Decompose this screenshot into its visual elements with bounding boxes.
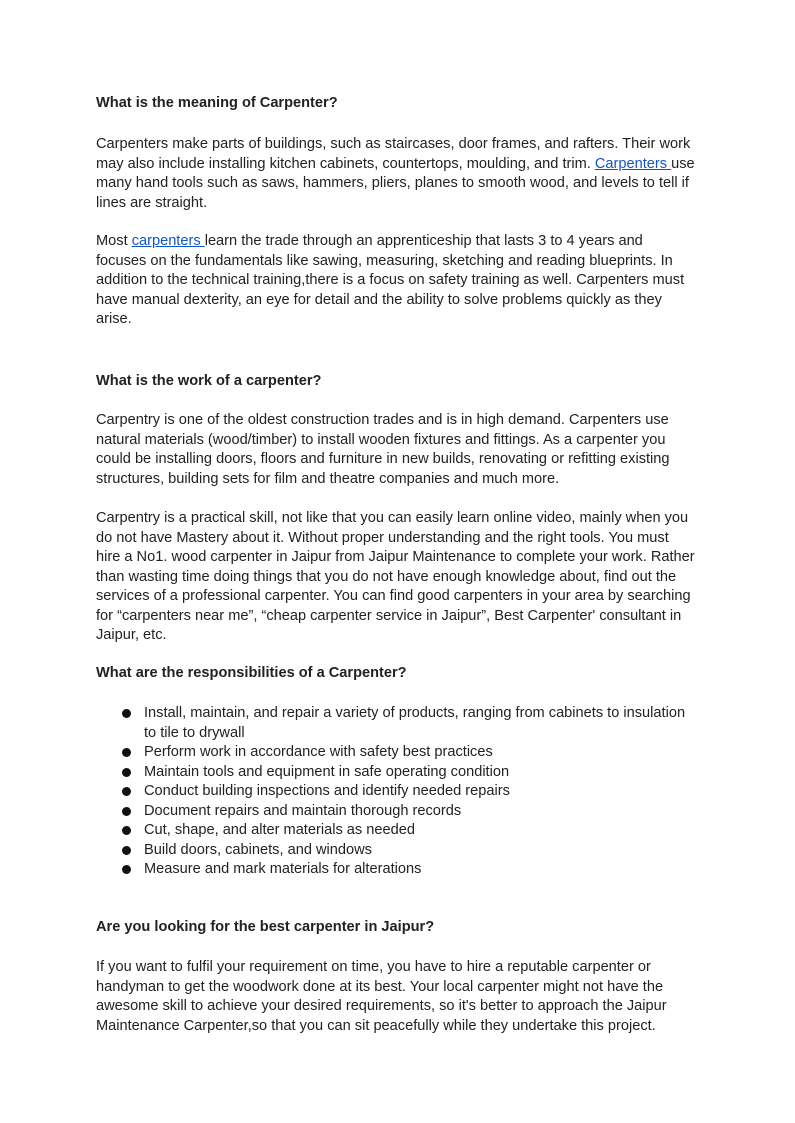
text-line: Conduct building inspections and identify needed repairs (144, 783, 510, 799)
text-line: lines are straight. (96, 194, 208, 211)
bullet-icon (122, 846, 131, 855)
text-line: Maintenance Carpenter,so that you can sit peacefully while they undertake this project. (96, 1017, 656, 1034)
text-line: Jaipur, etc. (96, 627, 167, 643)
text-line: to tile to drywall (144, 724, 245, 741)
text-line: Cut, shape, and alter materials as needed (144, 822, 415, 838)
bullet-icon (122, 787, 131, 796)
text-line: handyman to get the woodwork done at its best. Your local carpenter might not have the (96, 978, 664, 995)
text-line: Install, maintain, and repair a variety of products, ranging from cabinets to insulation (144, 705, 686, 721)
text-line: awesome skill to achieve your desired requirements, so it's better to approach the Jaipur (96, 998, 667, 1014)
list-item (96, 841, 736, 861)
text-line: Document repairs and maintain thorough records (144, 802, 462, 819)
text-line: Carpenters make parts of buildings, such as staircases, door frames, and rafters. Their work (96, 136, 691, 152)
text-line: Perform work in accordance with safety best practices (144, 744, 493, 760)
text-line: Carpentry is a practical skill, not like that you can easily learn online video, mainly when you (96, 510, 689, 526)
text-line: than wasting time doing things that you do not have enough knowledge about, find out the (96, 568, 677, 585)
heading-best-carpenter (96, 918, 736, 938)
text-line: could be installing doors, floors and furniture in new builds, renovating or refitting existing (96, 451, 670, 467)
bullet-icon (122, 709, 131, 718)
text-line: If you want to fulfil your requirement on time, you have to hire a reputable carpenter or (96, 959, 651, 975)
bullet-icon (122, 748, 131, 757)
text-line: focuses on the fundamentals like sawing, measuring, sketching and reading blueprints. In (96, 252, 673, 269)
bullet-icon (122, 768, 131, 777)
heading: What are the responsibilities of a Carpenter? (96, 665, 407, 681)
list-item (96, 704, 736, 743)
paragraph-work-1 (96, 411, 736, 489)
bullet-icon (122, 865, 131, 874)
heading-work (96, 372, 736, 392)
text: Most (96, 233, 132, 249)
text: learn the trade through an apprenticeship that lasts 3 to 4 years and (204, 233, 643, 249)
text-line: Carpentry is one of the oldest construction trades and is in high demand. Carpenters use (96, 412, 669, 428)
text-line: hire a No1. wood carpenter in Jaipur from Jaipur Maintenance to complete your work. Rather (96, 549, 695, 565)
text-line: Maintain tools and equipment in safe operating condition (144, 763, 510, 780)
text-line: Build doors, cabinets, and windows (144, 841, 372, 858)
text-line: services of a professional carpenter. You can find good carpenters in your area by searching (96, 588, 691, 604)
text-line: natural materials (wood/timber) to install wooden fixtures and fittings. As a carpenter you (96, 431, 666, 448)
heading: What is the meaning of Carpenter? (96, 95, 338, 111)
text-line: Measure and mark materials for alterations (144, 861, 422, 877)
text: use (671, 155, 695, 172)
list-item (96, 802, 736, 822)
list-item (96, 782, 736, 802)
text: may also include installing kitchen cabinets, countertops, moulding, and trim. (96, 155, 595, 172)
heading: What is the work of a carpenter? (96, 373, 322, 389)
list-item (96, 743, 736, 763)
paragraph-meaning-2 (96, 232, 736, 330)
text-line: many hand tools such as saws, hammers, pliers, planes to smooth wood, and levels to tell if (96, 175, 689, 191)
heading-meaning (96, 94, 736, 114)
text-line: addition to the technical training,there is a focus on safety training as well. Carpenters must (96, 272, 685, 288)
heading: Are you looking for the best carpenter in Jaipur? (96, 919, 435, 935)
paragraph-best-carpenter (96, 958, 736, 1036)
text-line: do not have Mastery about it. Without proper understanding and the right tools. You must (96, 529, 669, 546)
bullet-icon (122, 807, 131, 816)
paragraph-work-2 (96, 509, 736, 646)
text-line (96, 232, 736, 252)
list-item (96, 763, 736, 783)
text-line: arise. (96, 311, 132, 327)
paragraph-meaning-1 (96, 135, 736, 213)
text-line: for “carpenters near me”, “cheap carpenter service in Jaipur”, Best Carpenter' consultant in (96, 607, 682, 624)
text-line: structures, building sets for film and theatre companies and much more. (96, 470, 560, 487)
carpenters-link[interactable]: Carpenters (594, 155, 672, 172)
list-item (96, 821, 736, 841)
heading-responsibilities (96, 664, 736, 684)
responsibilities-list (96, 704, 736, 880)
text-line: have manual dexterity, an eye for detail and the ability to solve problems quickly as they (96, 291, 662, 308)
text-line (96, 155, 736, 175)
carpenters-link[interactable]: carpenters (131, 233, 205, 249)
list-item (96, 860, 736, 880)
bullet-icon (122, 826, 131, 835)
